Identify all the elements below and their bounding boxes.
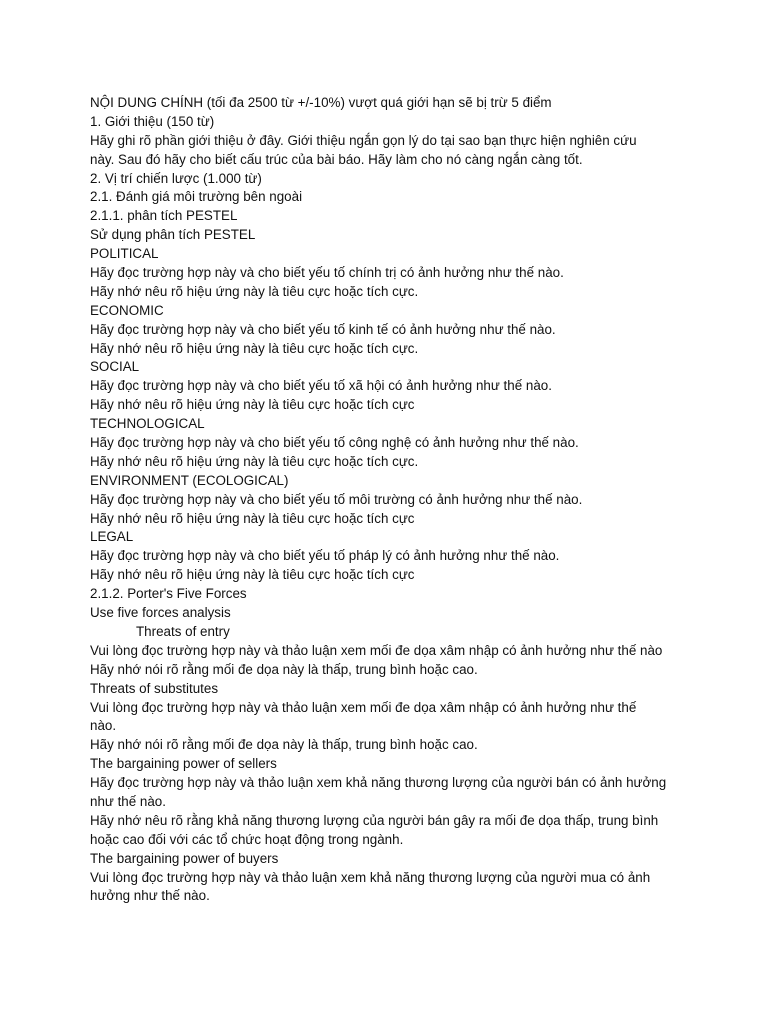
text-line: Hãy nhớ nêu rõ hiệu ứng này là tiêu cực hoặc tích cực. bbox=[90, 283, 419, 299]
text-line: Hãy nhớ nêu rõ hiệu ứng này là tiêu cực hoặc tích cực. bbox=[90, 453, 419, 469]
text-line: Hãy nhớ nêu rõ hiệu ứng này là tiêu cực hoặc tích cực bbox=[90, 567, 415, 583]
text-line: Hãy đọc trường hợp này và cho biết yếu tố pháp lý có ảnh hưởng như thế nào. bbox=[90, 548, 560, 564]
factor-heading: LEGAL bbox=[90, 529, 134, 545]
text-line: này. Sau đó hãy cho biết cấu trúc của bài báo. Hãy làm cho nó càng ngắn càng tốt. bbox=[90, 151, 583, 167]
factor-heading: ECONOMIC bbox=[90, 302, 164, 318]
subsection-heading: 2.1. Đánh giá môi trường bên ngoài bbox=[90, 189, 303, 205]
text-line: Hãy nhớ nêu rõ rằng khả năng thương lượng của người bán gây ra mối đe dọa thấp, trung bình bbox=[90, 812, 659, 828]
factor-heading: TECHNOLOGICAL bbox=[90, 416, 205, 432]
text-line: Hãy nhớ nêu rõ hiệu ứng này là tiêu cực hoặc tích cực bbox=[90, 510, 415, 526]
section-heading-strategic-position: 2. Vị trí chiến lược (1.000 từ) bbox=[90, 170, 262, 186]
text-line: hoặc cao đối với các tổ chức hoạt động trong ngành. bbox=[90, 831, 404, 847]
text-line: Hãy đọc trường hợp này và cho biết yếu tố môi trường có ảnh hưởng như thế nào. bbox=[90, 491, 583, 507]
force-heading: The bargaining power of buyers bbox=[90, 850, 279, 866]
force-heading: Threats of substitutes bbox=[90, 680, 219, 696]
text-line: Vui lòng đọc trường hợp này và thảo luận xem mối đe dọa xâm nhập có ảnh hưởng như thế nào bbox=[90, 642, 663, 658]
subsection-heading: 2.1.2. Porter's Five Forces bbox=[90, 586, 247, 602]
text-line: hưởng như thế nào. bbox=[90, 888, 210, 904]
text-line: nào. bbox=[90, 718, 117, 734]
subsection-heading: 2.1.1. phân tích PESTEL bbox=[90, 208, 238, 224]
text-line: Hãy đọc trường hợp này và cho biết yếu tố xã hội có ảnh hưởng như thế nào. bbox=[90, 378, 552, 394]
text-line: Hãy ghi rõ phần giới thiệu ở đây. Giới thiệu ngắn gọn lý do tại sao bạn thực hiện nghiên cứu bbox=[90, 132, 637, 148]
text-line: Hãy đọc trường hợp này và cho biết yếu tố công nghệ có ảnh hưởng như thế nào. bbox=[90, 435, 579, 451]
text-line: Hãy đọc trường hợp này và cho biết yếu tố chính trị có ảnh hưởng như thế nào. bbox=[90, 265, 564, 281]
section-heading-introduction: 1. Giới thiệu (150 từ) bbox=[90, 113, 215, 129]
text-line: Hãy nhớ nói rõ rằng mối đe dọa này là thấp, trung bình hoặc cao. bbox=[90, 661, 478, 677]
main-content-heading: NỘI DUNG CHÍNH (tối đa 2500 từ +/-10%) vượt quá giới hạn sẽ bị trừ 5 điểm bbox=[90, 95, 552, 110]
text-line: Vui lòng đọc trường hợp này và thảo luận xem khả năng thương lượng của người mua có ảnh bbox=[90, 869, 651, 885]
text-line: Sử dụng phân tích PESTEL bbox=[90, 227, 256, 243]
text-line: như thế nào. bbox=[90, 793, 166, 809]
factor-heading: ENVIRONMENT (ECOLOGICAL) bbox=[90, 472, 289, 488]
factor-heading: POLITICAL bbox=[90, 246, 159, 262]
force-heading: Threats of entry bbox=[136, 623, 230, 639]
text-line: Hãy đọc trường hợp này và thảo luận xem khả năng thương lượng của người bán có ảnh hưởng bbox=[90, 775, 667, 791]
text-line: Use five forces analysis bbox=[90, 605, 231, 621]
document-body bbox=[90, 94, 710, 906]
text-line: Hãy nhớ nêu rõ hiệu ứng này là tiêu cực hoặc tích cực. bbox=[90, 340, 419, 356]
text-line: Hãy đọc trường hợp này và cho biết yếu tố kinh tế có ảnh hưởng như thế nào. bbox=[90, 321, 556, 337]
text-line: Hãy nhớ nói rõ rằng mối đe dọa này là thấp, trung bình hoặc cao. bbox=[90, 737, 478, 753]
text-line: Hãy nhớ nêu rõ hiệu ứng này là tiêu cực hoặc tích cực bbox=[90, 397, 415, 413]
factor-heading: SOCIAL bbox=[90, 359, 140, 375]
text-line: Vui lòng đọc trường hợp này và thảo luận xem mối đe dọa xâm nhập có ảnh hưởng như thế bbox=[90, 699, 637, 715]
force-heading: The bargaining power of sellers bbox=[90, 756, 277, 772]
